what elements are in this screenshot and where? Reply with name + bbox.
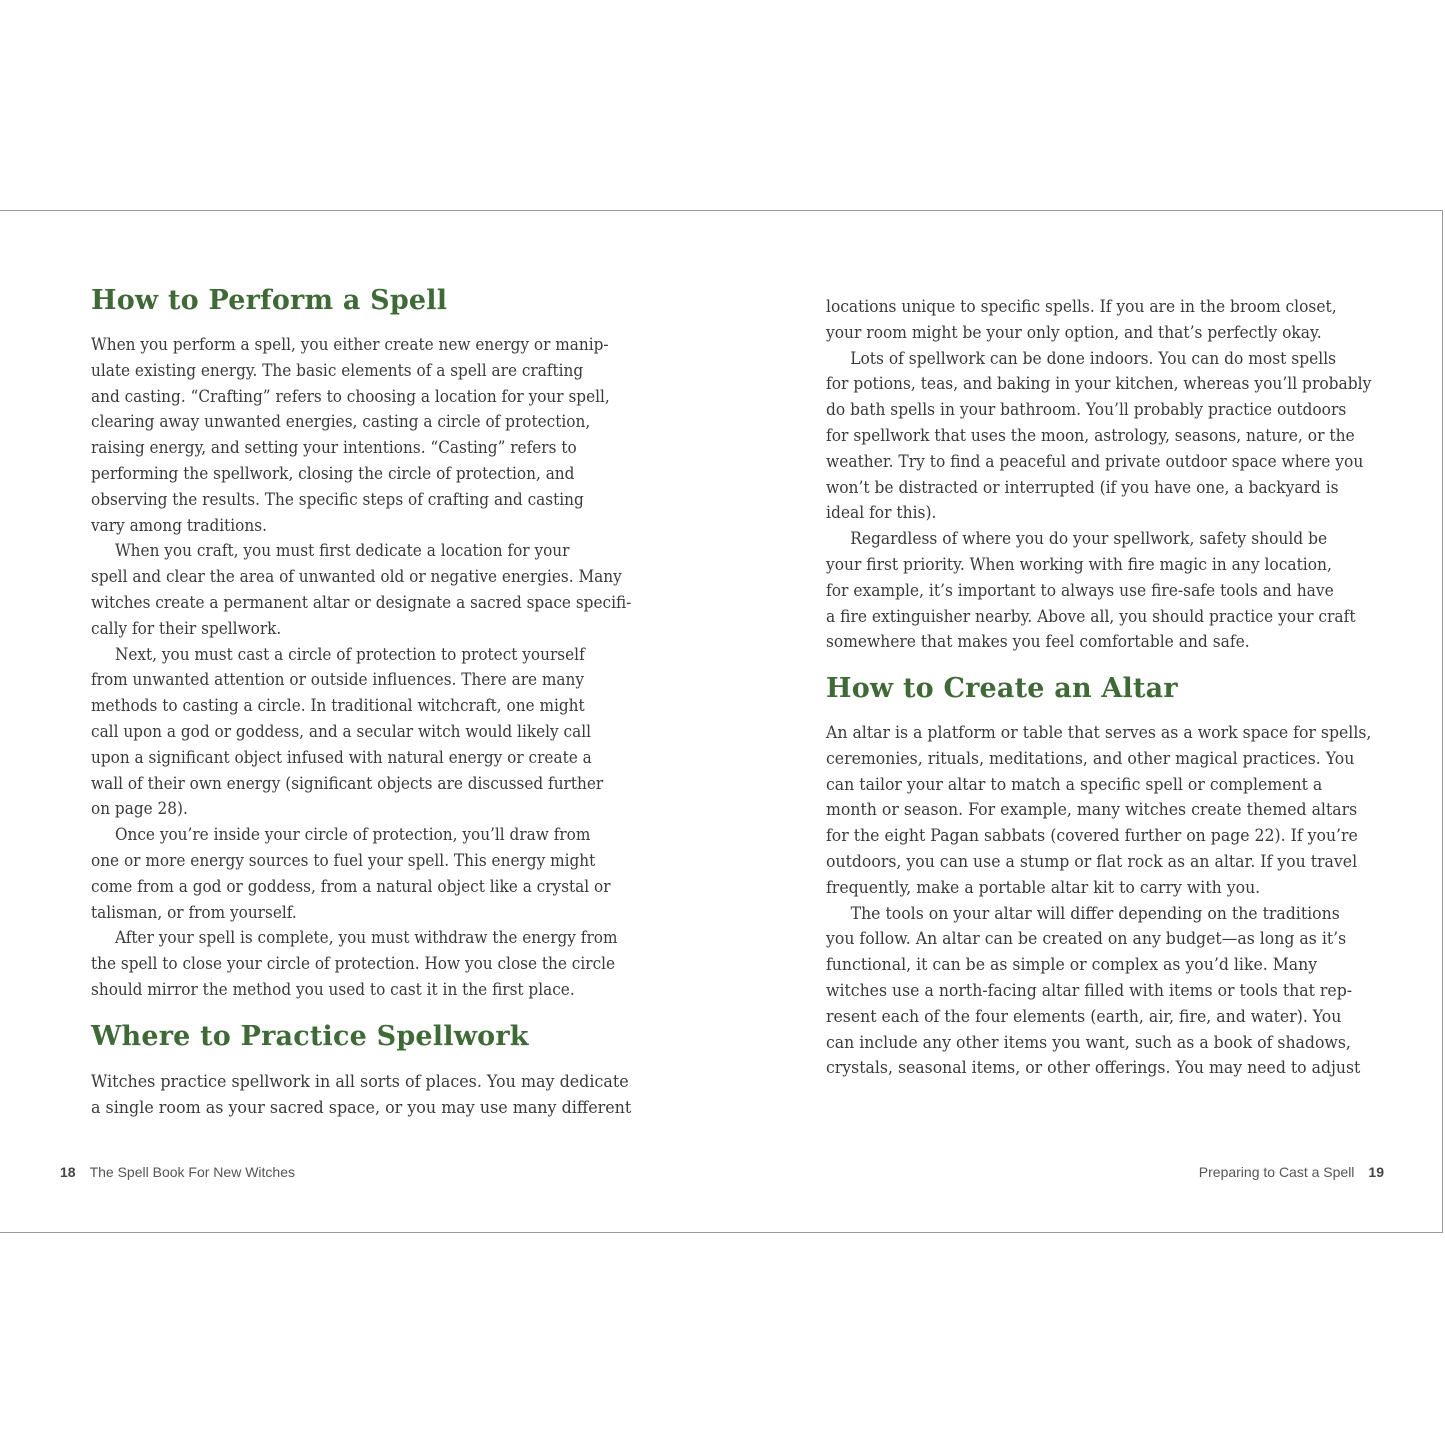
text-line: won’t be distracted or interrupted (if you have one, a backyard is bbox=[826, 477, 1339, 497]
footer-left bbox=[60, 1162, 295, 1182]
footer-right bbox=[1199, 1162, 1384, 1182]
text-line: a fire extinguisher nearby. Above all, you should practice your craft bbox=[826, 606, 1356, 626]
text-line: your room might be your only option, and that’s perfectly okay. bbox=[826, 322, 1322, 342]
text-line: When you perform a spell, you either create new energy or manip- bbox=[91, 335, 609, 354]
text-line: a single room as your sacred space, or you may use many different bbox=[91, 1097, 632, 1117]
text-line: resent each of the four elements (earth, air, fire, and water). You bbox=[826, 1006, 1342, 1026]
text-line: for potions, teas, and baking in your kitchen, whereas you’ll probably bbox=[826, 374, 1372, 394]
book-spread bbox=[0, 210, 1443, 1233]
text-line: Witches practice spellwork in all sorts of places. You may dedicate bbox=[91, 1072, 629, 1091]
text-line: somewhere that makes you feel comfortable and safe. bbox=[826, 632, 1250, 652]
page-number-right: 19 bbox=[1368, 1164, 1384, 1180]
text-line: crystals, seasonal items, or other offerings. You may need to adjust bbox=[826, 1058, 1361, 1078]
section-body-create-altar bbox=[826, 720, 1402, 1081]
text-line: Next, you must cast a circle of protection to protect yourself bbox=[114, 644, 585, 664]
text-line: Once you’re inside your circle of protection, you’ll draw from bbox=[114, 825, 591, 845]
text-line: Regardless of where you do your spellwork, safety should be bbox=[850, 529, 1328, 549]
text-line: outdoors, you can use a stump or flat rock as an altar. If you travel bbox=[826, 851, 1358, 871]
text-line: should mirror the method you used to cast it in the first place. bbox=[91, 979, 575, 999]
text-line: talisman, or from yourself. bbox=[91, 902, 297, 922]
text-line: An altar is a platform or table that serves as a work space for spells, bbox=[826, 723, 1372, 742]
text-line: Lots of spellwork can be done indoors. You can do most spells bbox=[850, 348, 1337, 368]
text-line: raising energy, and setting your intentions. “Casting” refers to bbox=[91, 438, 577, 458]
text-line: performing the spellwork, closing the circle of protection, and bbox=[91, 463, 575, 483]
text-line: can tailor your altar to match a specific spell or complement a bbox=[826, 774, 1323, 794]
text-line: observing the results. The specific steps of crafting and casting bbox=[91, 489, 584, 509]
section-heading-perform-spell: How to Perform a Spell bbox=[91, 285, 448, 316]
text-line: vary among traditions. bbox=[91, 515, 267, 535]
text-line: witches use a north-facing altar filled with items or tools that rep- bbox=[826, 980, 1353, 1000]
text-line: month or season. For example, many witches create themed altars bbox=[826, 800, 1358, 820]
text-line: for the eight Pagan sabbats (covered further on page 22). If you’re bbox=[826, 826, 1358, 846]
text-line: frequently, make a portable altar kit to carry with you. bbox=[826, 877, 1261, 897]
section-heading-practice-spellwork: Where to Practice Spellwork bbox=[91, 1021, 529, 1052]
text-line: upon a significant object infused with natural energy or create a bbox=[91, 747, 592, 767]
text-line: ulate existing energy. The basic elements of a spell are crafting bbox=[91, 360, 584, 380]
text-line: on page 28). bbox=[91, 799, 188, 819]
text-line: one or more energy sources to fuel your spell. This energy might bbox=[91, 850, 596, 870]
text-line: for example, it’s important to always use fire-safe tools and have bbox=[826, 580, 1334, 600]
text-line: clearing away unwanted energies, casting a circle of protection, bbox=[91, 412, 591, 432]
text-line: wall of their own energy (significant objects are discussed further bbox=[91, 773, 604, 793]
text-line: After your spell is complete, you must withdraw the energy from bbox=[114, 928, 618, 948]
text-line: and casting. “Crafting” refers to choosing a location for your spell, bbox=[91, 386, 610, 406]
text-line: can include any other items you want, such as a book of shadows, bbox=[826, 1032, 1351, 1052]
text-line: locations unique to specific spells. If you are in the broom closet, bbox=[826, 297, 1337, 316]
text-line: the spell to close your circle of protection. How you close the circle bbox=[91, 954, 616, 974]
text-line: call upon a god or goddess, and a secular witch would likely call bbox=[91, 721, 592, 741]
text-line: come from a god or goddess, from a natural object like a crystal or bbox=[91, 876, 611, 896]
text-line: When you craft, you must first dedicate a location for your bbox=[114, 541, 570, 561]
section-body-practice-spellwork bbox=[91, 1069, 654, 1121]
section-heading-create-altar: How to Create an Altar bbox=[826, 673, 1178, 704]
text-line: do bath spells in your bathroom. You’ll probably practice outdoors bbox=[826, 400, 1347, 420]
text-line: The tools on your altar will differ depending on the traditions bbox=[850, 903, 1340, 923]
running-head-right: Preparing to Cast a Spell bbox=[1198, 1164, 1355, 1180]
text-line: functional, it can be as simple or complex as you’d like. Many bbox=[826, 955, 1318, 975]
text-line: for spellwork that uses the moon, astrology, seasons, nature, or the bbox=[826, 425, 1355, 445]
text-line: cally for their spellwork. bbox=[91, 618, 282, 638]
page-number-left: 18 bbox=[60, 1164, 76, 1180]
text-line: from unwanted attention or outside influences. There are many bbox=[91, 670, 585, 690]
text-line: ceremonies, rituals, meditations, and other magical practices. You bbox=[826, 748, 1355, 768]
text-line: witches create a permanent altar or designate a sacred space specifi- bbox=[91, 592, 632, 612]
continued-text bbox=[826, 294, 1411, 655]
text-line: weather. Try to find a peaceful and private outdoor space where you bbox=[826, 451, 1364, 471]
section-body-perform-spell bbox=[91, 332, 677, 1003]
text-line: ideal for this). bbox=[826, 503, 937, 523]
text-line: methods to casting a circle. In traditional witchcraft, one might bbox=[91, 696, 585, 716]
text-line: you follow. An altar can be created on any budget—as long as it’s bbox=[826, 929, 1347, 949]
text-line: spell and clear the area of unwanted old or negative energies. Many bbox=[91, 567, 622, 587]
running-head-left: The Spell Book For New Witches bbox=[89, 1164, 295, 1180]
text-line: your first priority. When working with fire magic in any location, bbox=[826, 554, 1332, 574]
